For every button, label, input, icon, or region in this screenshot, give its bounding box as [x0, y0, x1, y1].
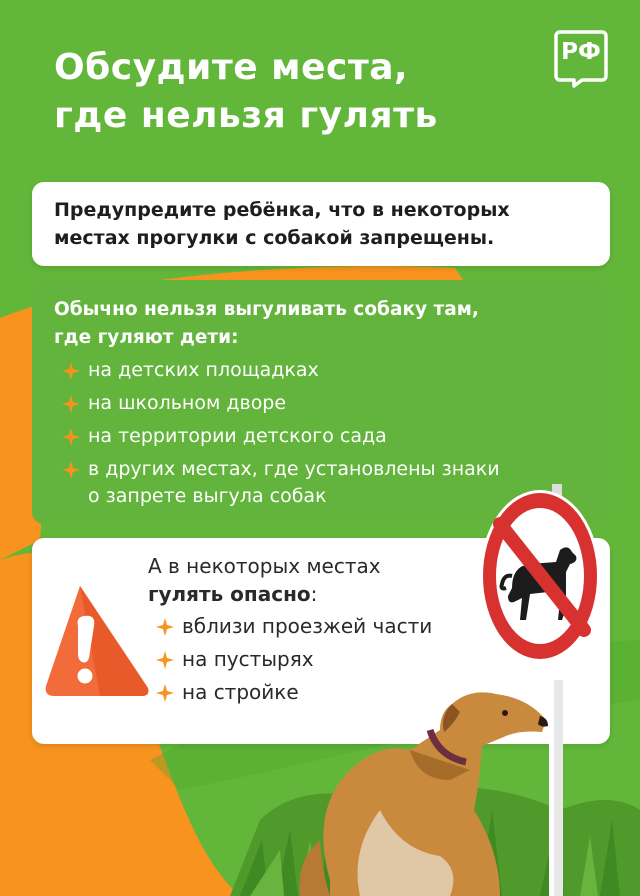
list-item-label: на детских площадках: [88, 359, 319, 381]
rf-logo-text: РФ: [561, 39, 601, 65]
orange-star-bullet-icon: [62, 395, 80, 413]
warning-card: [32, 182, 610, 266]
no-dogs-sign-icon: [480, 490, 600, 662]
title-line-2: где нельзя гулять: [54, 95, 438, 136]
forbidden-heading-line-1: Обычно нельзя выгуливать собаку там,: [54, 299, 479, 320]
page-title: [54, 44, 524, 140]
list-item: [62, 420, 602, 453]
list-item: [62, 354, 602, 387]
danger-intro-line-1: А в некоторых местах: [148, 554, 381, 578]
orange-star-bullet-icon: [62, 461, 80, 479]
orange-star-bullet-icon: [62, 362, 80, 380]
list-item-label-line-1: в других местах, где установлены знаки: [88, 458, 500, 480]
list-item-label: вблизи проезжей части: [182, 614, 433, 638]
warning-card-line-2: местах прогулки с собакой запрещены.: [54, 227, 495, 249]
list-item-label: на пустырях: [182, 647, 314, 671]
list-item-label-line-2: о запрете выгула собак: [88, 485, 327, 507]
warning-card-line-1: Предупредите ребёнка, что в некоторых: [54, 199, 510, 221]
danger-emphasis: гулять опасно: [148, 582, 311, 606]
list-item-label: на стройке: [182, 680, 299, 704]
list-item-label: на территории детского сада: [88, 425, 387, 447]
orange-star-bullet-icon: [62, 428, 80, 446]
title-line-1: Обсудите места,: [54, 47, 409, 88]
warning-card-text: [54, 196, 594, 252]
forbidden-heading-line-2: где гуляют дети:: [54, 327, 239, 348]
danger-colon: :: [310, 582, 318, 606]
dog-photo: [0, 480, 640, 896]
forbidden-places-heading: [54, 296, 594, 352]
list-item-label: на школьном дворе: [88, 392, 287, 414]
list-item: [62, 387, 602, 420]
